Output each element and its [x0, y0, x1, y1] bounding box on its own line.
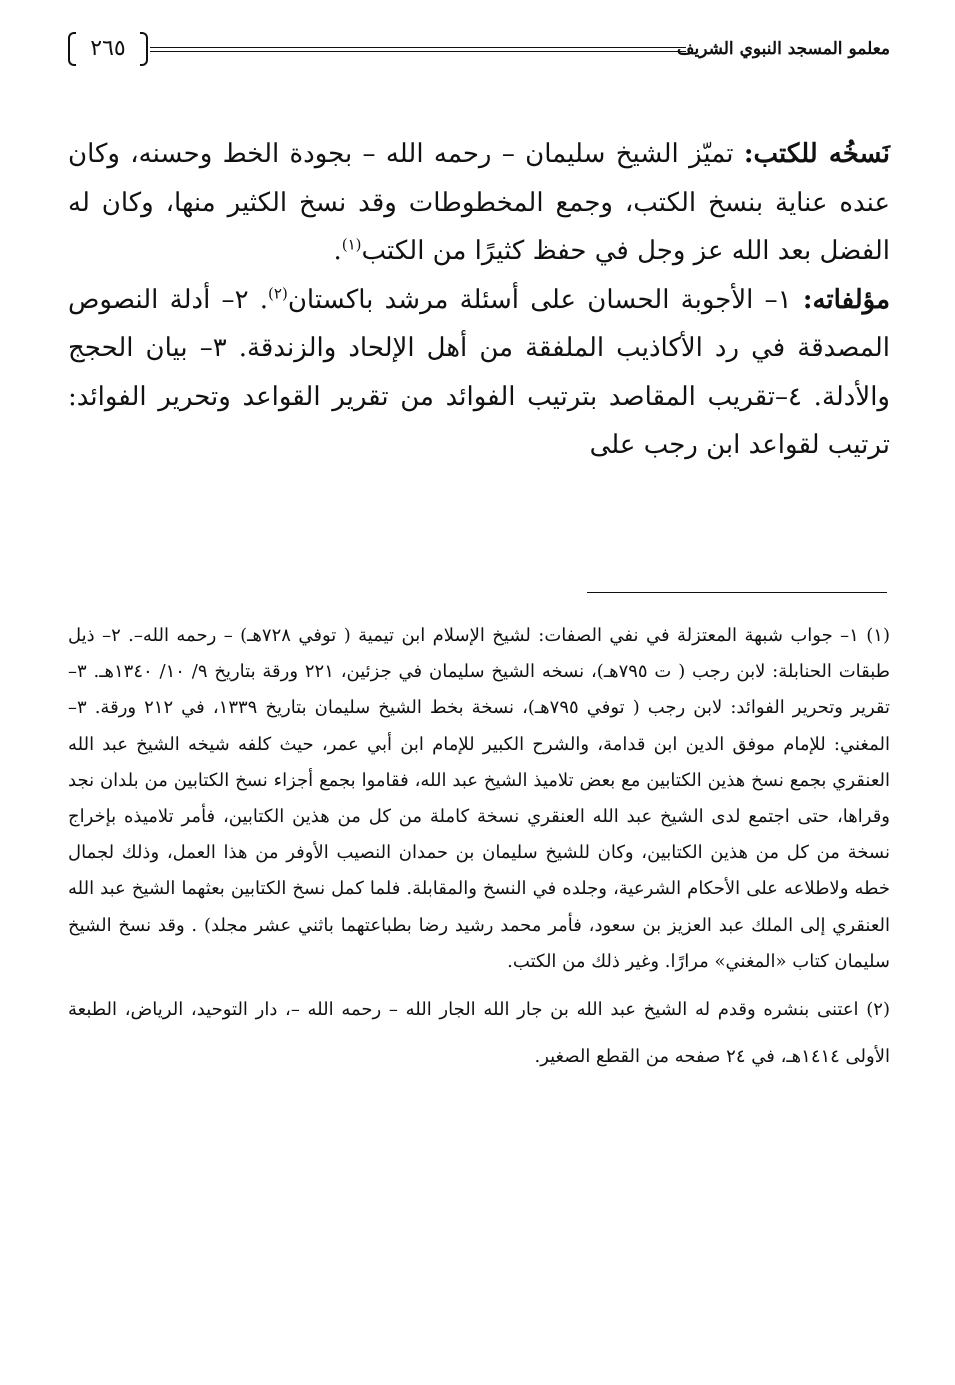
- paragraph-text: ١– الأجوبة الحسان على أسئلة مرشد باكستان: [287, 284, 803, 315]
- footnote-separator: [587, 592, 887, 593]
- paragraph-copying-books: [68, 130, 890, 276]
- footnote-1: [68, 618, 890, 980]
- paragraph-text: . ٢– أدلة النصوص المصدقة في رد الأكاذيب الملفقة من أهل الإلحاد والزندقة. ٣– بيان الحجج والأدلة. ٤–تقريب المقاصد بترتيب الفوائد من تقرير القواعد وتحرير الفوائد: ترتيب لقواعد ابن رجب على: [68, 284, 890, 460]
- footnote-reference[interactable]: (٢): [268, 283, 288, 302]
- header-rule: [150, 47, 686, 52]
- page-number: ٢٦٥: [90, 36, 126, 61]
- paragraph-text: تميّز الشيخ سليمان – رحمه الله – بجودة الخط وحسنه، وكان عنده عناية بنسخ الكتب، وجمع المخطوطات وقد نسخ الكثير منها، وكان له الفضل بعد الله عز وجل في حفظ كثيرًا من الكتب: [68, 139, 890, 266]
- running-header: [68, 28, 890, 72]
- footnote-text: اعتنى بنشره وقدم له الشيخ عبد الله بن جار الله الجار الله – رحمه الله –، دار التوحيد، الرياض، الطبعة الأولى ١٤١٤هـ، في ٢٤ صفحه من القطع الصغير.: [68, 999, 890, 1068]
- footnote-text: ١– جواب شبهة المعتزلة في نفي الصفات: لشيخ الإسلام ابن تيمية ( توفي ٧٢٨هـ) – رحمه الله–. ٢– ذيل طبقات الحنابلة: لابن رجب ( ت ٧٩٥هـ)، نسخه الشيخ سليمان في جزئين، ٢٢١ ورقة بتاريخ ٩/ ١٠/ ١٣٤٠هـ. ٣– تقرير وتحرير الفوائد: لابن رجب ( توفي ٧٩٥هـ)، نسخة بخط الشيخ سليمان بتاريخ ١٣٣٩، في ٢١٢ ورقة. ٣– المغني: للإمام موفق الدين ابن قدامة، والشرح الكبير للإمام ابن أبي عمر، حيث كلفه شيخه الشيخ عبد الله العنقري بجمع نسخ هذين الكتابين مع بعض تلاميذ الشيخ عبد الله، فقاموا بجمع أجزاء نسخ الكتابين من بلدان نجد وقراها، حتى اجتمع لدى الشيخ عبد الله العنقري نسخة كاملة من كل من هذين الكتابين، فأمر تلاميذه بإخراج نسخة من كل من هذين الكتابين، وكان للشيخ سليمان بن حمدان النصيب الأوفر من هذا العمل، وذلك لجمال خطه ولاطلاعه على الأحكام الشرعية، وجلده في النسخ والمقابلة. فلما كمل نسخ الكتابين بعثهما الشيخ عبد الله العنقري إلى الملك عبد العزيز بن سعود، فأمر محمد رشيد رضا بطباعتهما باثني عشر مجلد) . وقد نسخ الشيخ سليمان كتاب «المغني» مرارًا. وغير ذلك من الكتب.: [68, 625, 891, 972]
- running-title: معلمو المسجد النبوي الشريف: [676, 39, 890, 59]
- footnote-marker: (١): [866, 625, 890, 646]
- paragraph-term: مؤلفاته:: [802, 284, 891, 315]
- footnotes: [68, 618, 890, 1080]
- footnote-marker: (٢): [866, 999, 890, 1021]
- main-text: [68, 130, 890, 470]
- page-number-bracket-right: [140, 32, 148, 66]
- paragraph-works: [68, 276, 890, 470]
- paragraph-end: .: [333, 236, 342, 266]
- footnote-2: [68, 986, 890, 1080]
- paragraph-term: نَسخُه للكتب:: [743, 139, 890, 169]
- footnote-reference[interactable]: (١): [341, 235, 362, 254]
